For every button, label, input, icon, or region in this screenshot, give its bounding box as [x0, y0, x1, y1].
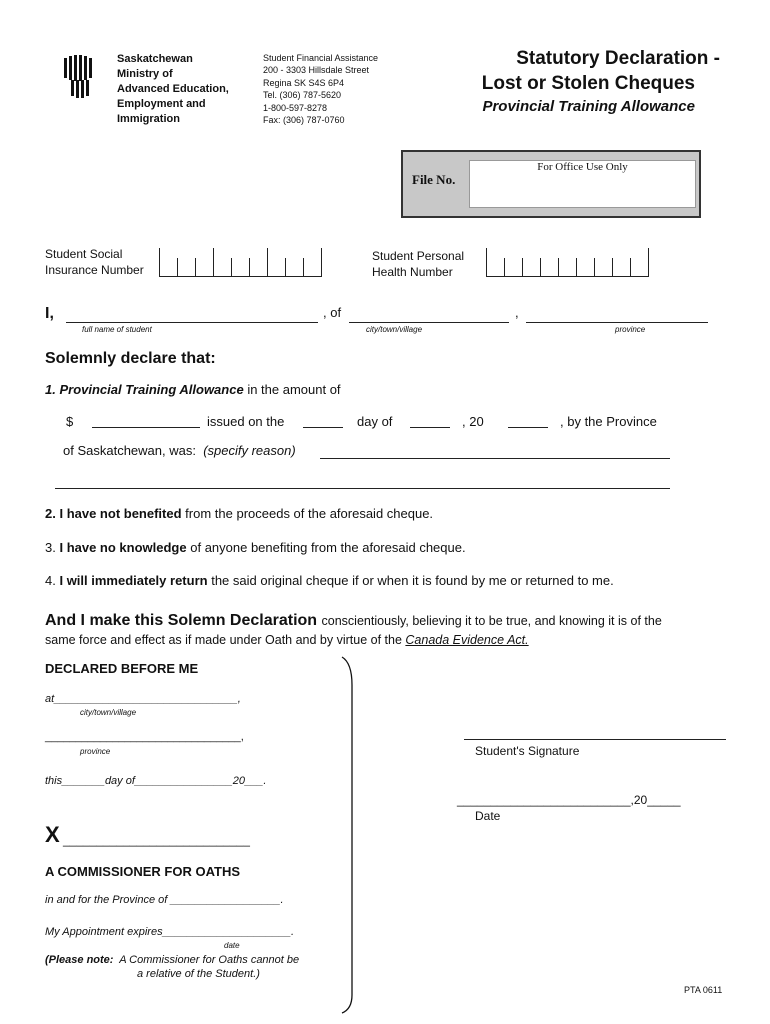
sin-input-boxes[interactable] [159, 248, 322, 277]
item-2: 2. I have not benefited from the proceeds of the aforesaid cheque. [45, 506, 434, 521]
of-label: , of [323, 305, 342, 320]
city-field[interactable] [349, 307, 509, 323]
issue-month-field[interactable] [410, 414, 450, 428]
canada-evidence-act: Canada Evidence Act. [405, 633, 529, 647]
by-province-label: , by the Province [560, 414, 657, 429]
phn-input-boxes[interactable] [486, 248, 649, 277]
solemnly-heading: Solemnly declare that: [45, 350, 216, 367]
student-name-field[interactable] [66, 307, 318, 323]
dollar-sign: $ [66, 414, 74, 429]
issued-on-label: issued on the [207, 414, 285, 429]
item-3: 3. I have no knowledge of anyone benefiting from the aforesaid cheque. [45, 540, 466, 555]
form-subtitle: Provincial Training Allowance [482, 98, 695, 115]
appointment-date-caption: date [224, 941, 240, 950]
province-line[interactable]: ________________________________, [45, 731, 244, 743]
note-line2: a relative of the Student.) [137, 968, 260, 980]
form-title-line2: Lost or Stolen Cheques [481, 73, 695, 94]
commissioner-heading: A COMMISSIONER FOR OATHS [45, 864, 240, 879]
declaration-paragraph: And I make this Solemn Declaration conscientiously, believing it to be true, and knowing it is of the [45, 612, 662, 629]
commissioner-signature-line[interactable]: ____________________________ [63, 833, 250, 847]
ministry-name: Saskatchewan Ministry of Advanced Education, Employment and Immigration [117, 53, 229, 125]
form-title-line1: Statutory Declaration - [516, 48, 720, 69]
declaration-line2: same force and effect as if made under Oath and by virtue of the Canada Evidence Act. [45, 633, 529, 647]
year-prefix: , 20 [462, 414, 484, 429]
city-caption: city/town/village [366, 325, 423, 334]
reason-label: of Saskatchewan, was: (specify reason) [63, 443, 296, 458]
province-of-line[interactable]: in and for the Province of __________________. [45, 894, 284, 906]
at-line[interactable]: at______________________________, [45, 693, 241, 705]
contact-info: Student Financial Assistance 200 - 3303 Hillsdale Street Regina SK S4S 6P4 Tel. (306) 787-5620 1-800-597-8278 Fax: (306) 787-0760 [263, 53, 379, 126]
at-city-caption: city/town/village [80, 708, 137, 717]
student-signature-field[interactable] [464, 727, 726, 740]
sin-label: Student Social Insurance Number [45, 247, 144, 277]
phn-label: Student Personal Health Number [372, 249, 465, 279]
item-1: 1. Provincial Training Allowance in the amount of [45, 382, 341, 397]
name-caption: full name of student [82, 325, 152, 334]
reason-field-line2[interactable] [55, 474, 670, 489]
file-number-label: File No. [412, 172, 456, 187]
amount-field[interactable] [92, 414, 200, 428]
note-line1: (Please note: A Commissioner for Oaths cannot be [45, 954, 300, 966]
province-caption: province [615, 325, 646, 334]
item-4: 4. I will immediately return the said original cheque if or when it is found by me or returned to me. [45, 573, 614, 588]
province-line-caption: province [80, 747, 111, 756]
form-code: PTA 0611 [684, 985, 723, 995]
issue-year-field[interactable] [508, 414, 548, 428]
this-day-line[interactable]: this_______day of________________20___. [45, 775, 267, 787]
brace-divider [340, 655, 358, 1015]
office-use-label: For Office Use Only [537, 161, 628, 173]
day-of-label: day of [357, 414, 393, 429]
declared-heading: DECLARED BEFORE ME [45, 661, 199, 676]
i-label: I, [45, 305, 54, 322]
comma-label: , [515, 305, 519, 320]
issue-day-field[interactable] [303, 414, 343, 428]
province-field[interactable] [526, 307, 708, 323]
reason-field[interactable] [320, 444, 670, 459]
saskatchewan-wheat-logo [62, 54, 96, 98]
x-mark: X [45, 822, 60, 847]
student-signature-label: Student's Signature [475, 744, 580, 758]
signature-date-field[interactable]: __________________________,20_____ [457, 793, 681, 807]
signature-date-label: Date [475, 809, 501, 823]
appointment-line[interactable]: My Appointment expires_____________________. [45, 926, 295, 938]
